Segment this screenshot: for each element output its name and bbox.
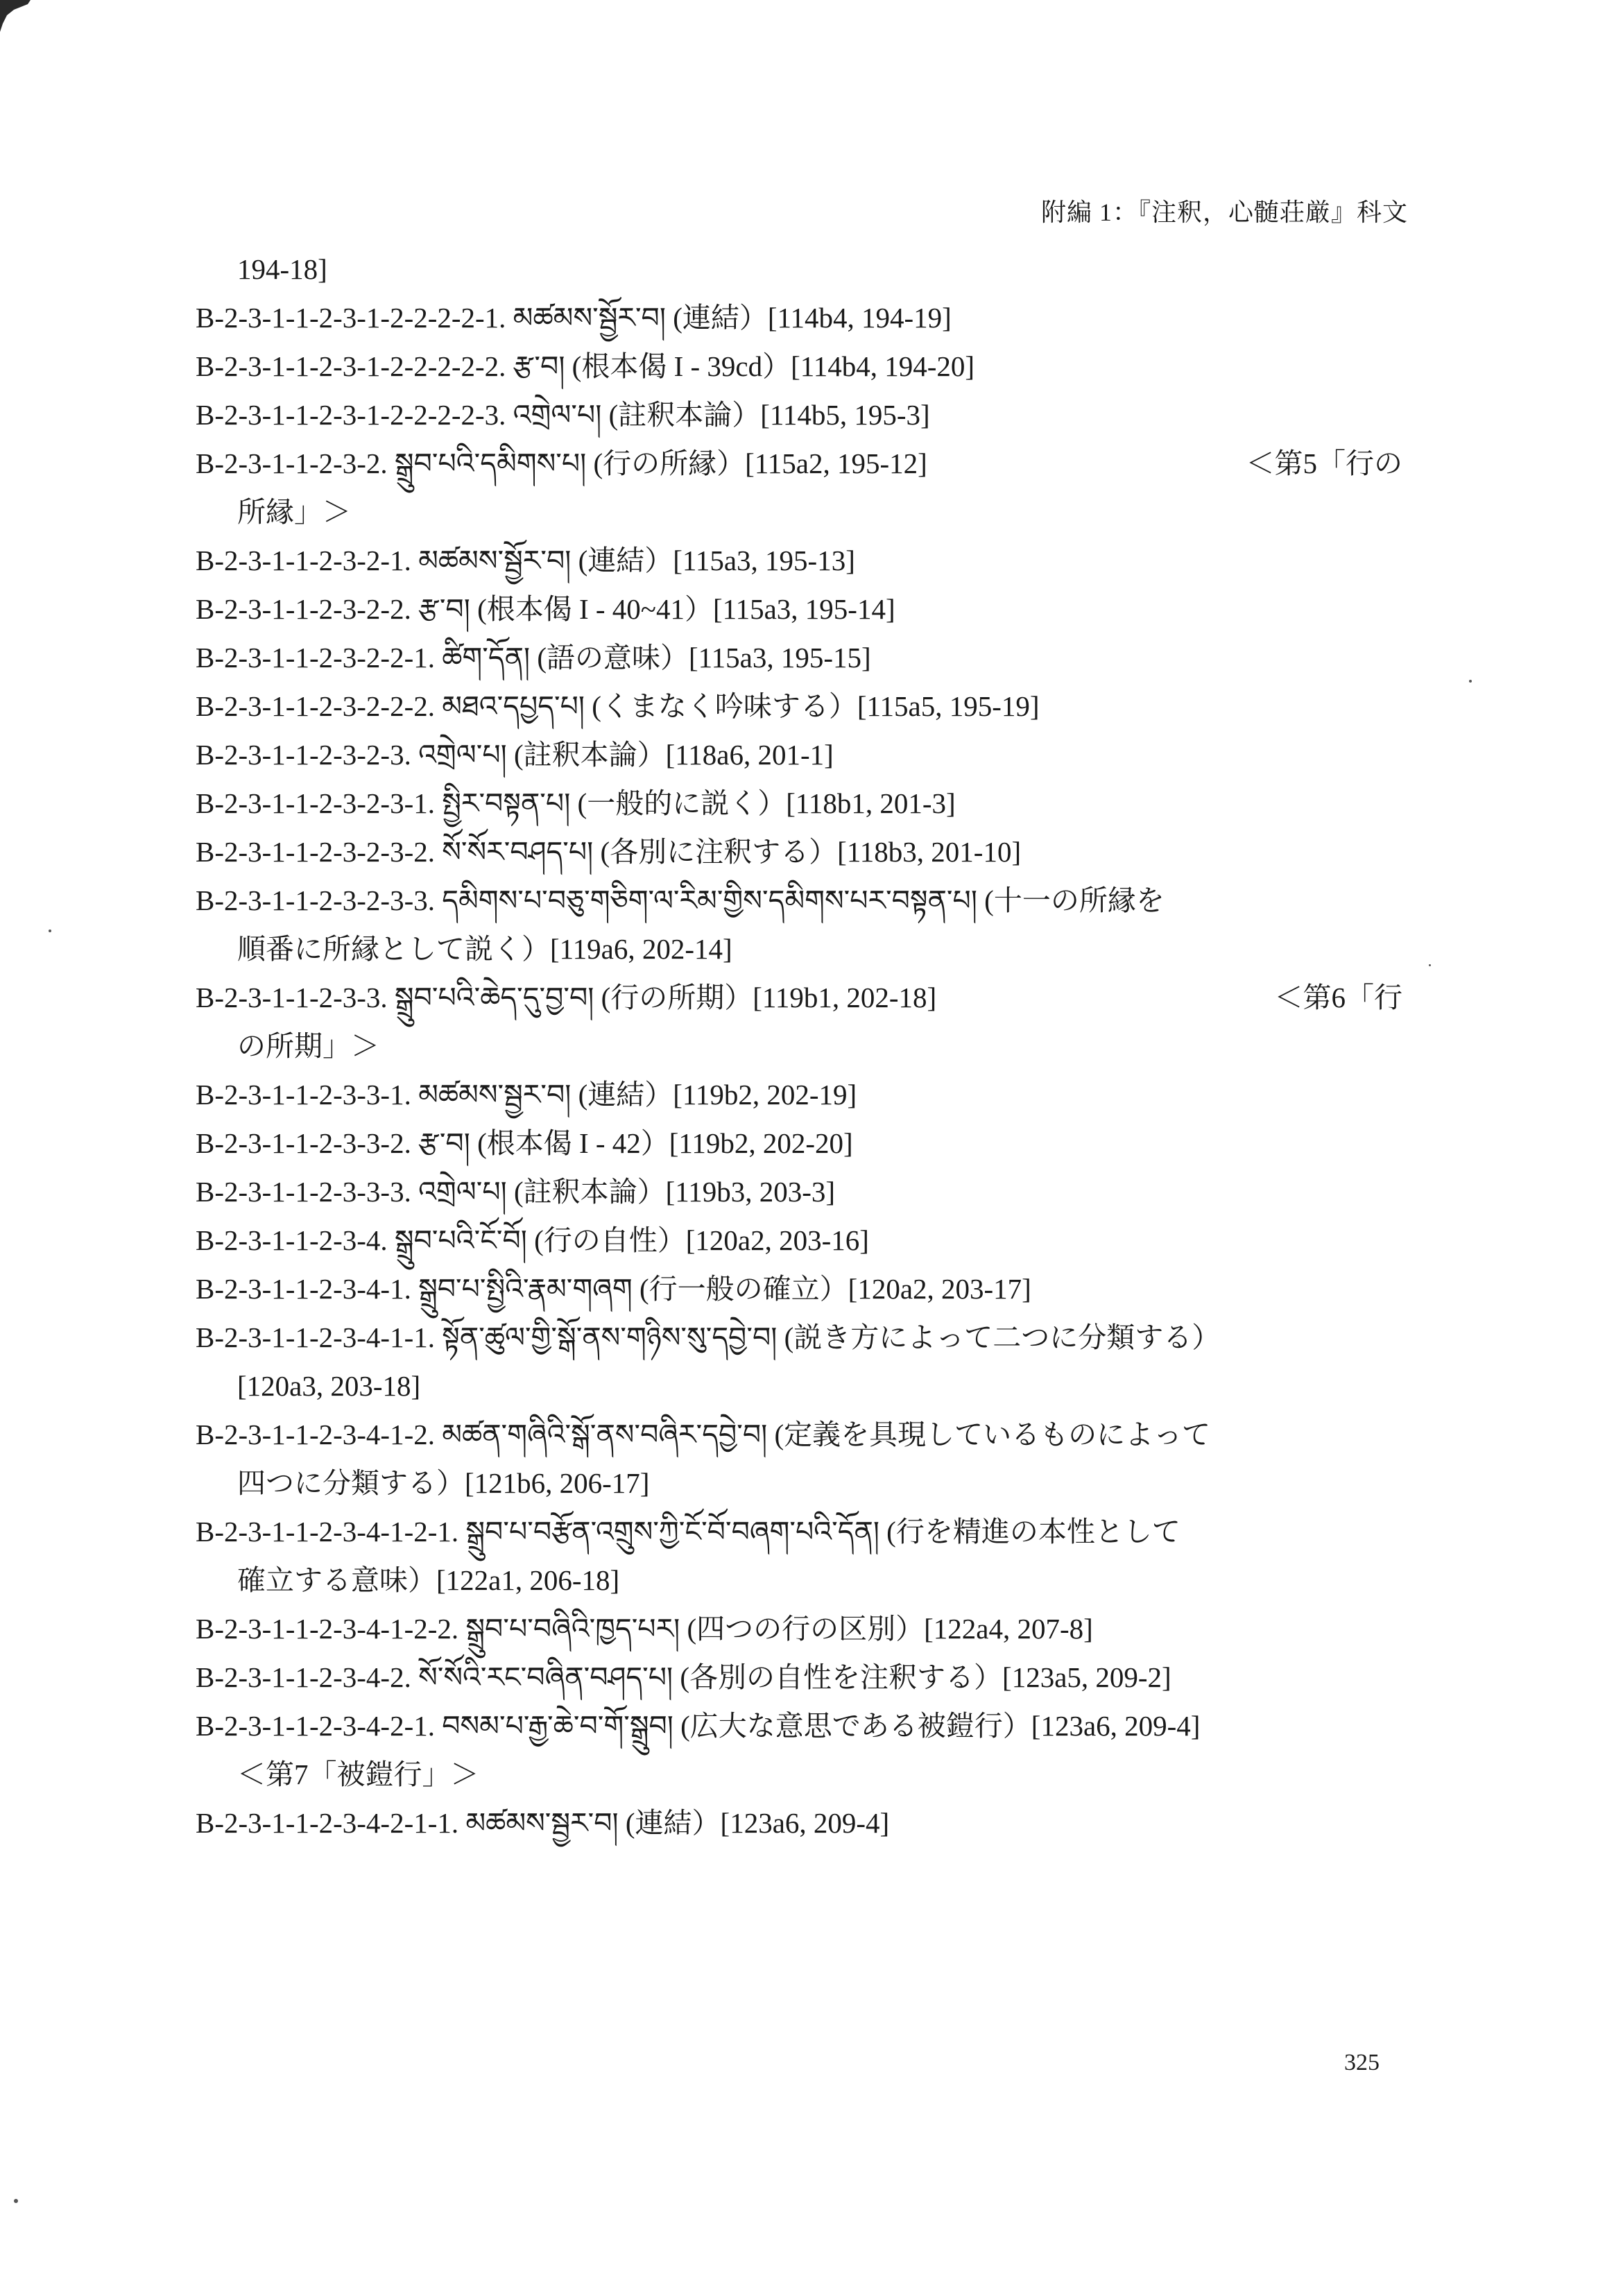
entry-text: B-2-3-1-1-2-3-2-3-1. སྤྱིར་བསྟན་པ། (一般的に説く）[118b1, 201-3]	[196, 787, 956, 819]
entry-text: B-2-3-1-1-2-3-2-3-3. དམིགས་པ་བཅུ་གཅིག་ལ་རིམ་གྱིས་དམིགས་པར་བསྟན་པ། (十一の所縁を	[196, 884, 1165, 916]
outline-entry-continuation	[196, 1459, 1402, 1507]
outline-entry	[196, 876, 1402, 925]
entry-text: B-2-3-1-1-2-3-2-2-2. མཐའ་དཔྱད་པ། (くまなく吟味する）[115a5, 195-19]	[196, 690, 1040, 722]
entry-text: B-2-3-1-1-2-3-2-1. མཚམས་སྦྱོར་བ། (連結）[115a3, 195-13]	[196, 545, 855, 576]
outline-entry-continuation	[196, 245, 1402, 293]
outline-entry	[196, 1507, 1402, 1556]
outline-entry-continuation	[196, 1362, 1402, 1410]
outline-entry	[196, 779, 1402, 828]
outline-entry	[196, 828, 1402, 876]
outline-entry-continuation	[196, 488, 1402, 536]
outline-entry	[196, 1167, 1402, 1216]
outline-entry	[196, 973, 1402, 1022]
outline-entry	[196, 293, 1402, 342]
scan-speck	[1429, 964, 1431, 966]
outline-entry	[196, 1070, 1402, 1119]
outline-entry-continuation	[196, 1022, 1402, 1070]
section-marker: ＜第6「行	[1274, 982, 1402, 1013]
outline-entry	[196, 1216, 1402, 1265]
entry-text: B-2-3-1-1-2-3-4-2. སོ་སོའི་རང་བཞིན་བཤད་པ། (各別の自性を注釈する）[123a5, 209-2]	[196, 1661, 1171, 1693]
entry-text: [120a3, 203-18]	[237, 1370, 421, 1402]
scan-speck	[1469, 680, 1472, 683]
outline-entry-continuation	[196, 1750, 1402, 1799]
scan-corner-mark	[0, 0, 31, 32]
scan-speck	[49, 929, 51, 932]
outline-entry	[196, 1265, 1402, 1313]
entry-text: B-2-3-1-1-2-3-4-1-2. མཚན་གཞིའི་སྒོ་ནས་བཞིར་དབྱེ་བ། (定義を具現しているものによって	[196, 1419, 1211, 1450]
entry-text: B-2-3-1-1-2-3-3-2. རྩ་བ། (根本偈 I - 42）[119b2, 202-20]	[196, 1127, 853, 1159]
entry-text: B-2-3-1-1-2-3-1-2-2-2-2-2. རྩ་བ། (根本偈 I - 39cd）[114b4, 194-20]	[196, 350, 975, 382]
outline-entry	[196, 1653, 1402, 1702]
entry-text: B-2-3-1-1-2-3-4-1-2-1. སྒྲུབ་པ་བརྩོན་འགྲུས་ཀྱི་ངོ་བོ་བཞག་པའི་དོན། (行を精進の本性として	[196, 1516, 1180, 1548]
entry-text: の所期」＞	[237, 1030, 379, 1062]
entry-text: 確立する意味）[122a1, 206-18]	[237, 1564, 620, 1596]
page-number: 325	[1344, 2050, 1380, 2075]
outline-entry	[196, 536, 1402, 585]
outline-entry	[196, 1799, 1402, 1847]
entry-text: B-2-3-1-1-2-3-2-2. རྩ་བ། (根本偈 I - 40~41）[115a3, 195-14]	[196, 593, 895, 625]
outline-entries	[196, 245, 1402, 1847]
outline-entry	[196, 342, 1402, 391]
entry-text: B-2-3-1-1-2-3-2. སྒྲུབ་པའི་དམིགས་པ། (行の所縁）[115a2, 195-12]	[196, 447, 927, 479]
entry-text: B-2-3-1-1-2-3-2-3-2. སོ་སོར་བཤད་པ། (各別に注釈する）[118b3, 201-10]	[196, 836, 1022, 868]
running-header: 附編 1：『注釈，心髄荘厳』科文	[1040, 198, 1408, 226]
outline-entry	[196, 1313, 1402, 1362]
entry-text: B-2-3-1-1-2-3-3-1. མཚམས་སྦྱར་བ། (連結）[119b2, 202-19]	[196, 1079, 857, 1111]
outline-entry	[196, 730, 1402, 779]
outline-entry	[196, 1604, 1402, 1653]
outline-entry	[196, 391, 1402, 439]
entry-text: 194-18]	[237, 253, 327, 285]
outline-entry	[196, 633, 1402, 682]
entry-text: B-2-3-1-1-2-3-4-2-1-1. མཚམས་སྦྱར་བ། (連結）[123a6, 209-4]	[196, 1807, 890, 1839]
entry-text: 所縁」＞	[237, 496, 351, 528]
outline-entry-continuation	[196, 1556, 1402, 1604]
entry-text: B-2-3-1-1-2-3-4-2-1. བསམ་པ་རྒྱ་ཆེ་བ་གོ་སྒྲུབ། (広大な意思である被鎧行）[123a6, 209-4]	[196, 1710, 1201, 1742]
outline-entry	[196, 682, 1402, 730]
entry-text: B-2-3-1-1-2-3-3-3. འགྲེལ་པ། (註釈本論）[119b3, 203-3]	[196, 1176, 836, 1208]
entry-text: 順番に所縁として説く）[119a6, 202-14]	[237, 933, 732, 965]
entry-text: 四つに分類する）[121b6, 206-17]	[237, 1467, 650, 1499]
entry-text: B-2-3-1-1-2-3-4-1-1. སྟོན་ཚུལ་གྱི་སྒོ་ནས་གཉིས་སུ་དབྱེ་བ། (説き方によって二つに分類する）	[196, 1321, 1221, 1353]
entry-text: B-2-3-1-1-2-3-1-2-2-2-2-1. མཚམས་སྦྱོར་བ། (連結）[114b4, 194-19]	[196, 302, 952, 334]
entry-text: B-2-3-1-1-2-3-1-2-2-2-2-3. འགྲེལ་པ། (註釈本論）[114b5, 195-3]	[196, 399, 930, 431]
outline-entry	[196, 1410, 1402, 1459]
outline-entry	[196, 439, 1402, 488]
outline-entry	[196, 1702, 1402, 1750]
entry-text: B-2-3-1-1-2-3-2-2-1. ཚིག་དོན། (語の意味）[115a3, 195-15]	[196, 642, 871, 674]
entry-text: B-2-3-1-1-2-3-4-1. སྒྲུབ་པ་སྤྱིའི་རྣམ་གཞག (行一般の確立）[120a2, 203-17]	[196, 1273, 1031, 1305]
entry-text: B-2-3-1-1-2-3-4. སྒྲུབ་པའི་ངོ་བོ། (行の自性）[120a2, 203-16]	[196, 1224, 869, 1256]
entry-text: B-2-3-1-1-2-3-4-1-2-2. སྒྲུབ་པ་བཞིའི་ཁྱད་པར། (四つの行の区別）[122a4, 207-8]	[196, 1613, 1093, 1645]
scan-speck	[14, 2199, 18, 2203]
entry-text: ＜第7「被鎧行」＞	[237, 1758, 479, 1790]
entry-text: B-2-3-1-1-2-3-3. སྒྲུབ་པའི་ཆེད་དུ་བྱ་བ། (行の所期）[119b1, 202-18]	[196, 982, 937, 1013]
outline-entry	[196, 585, 1402, 633]
entry-text: B-2-3-1-1-2-3-2-3. འགྲེལ་པ། (註釈本論）[118a6, 201-1]	[196, 739, 834, 771]
outline-entry-continuation	[196, 925, 1402, 973]
outline-entry	[196, 1119, 1402, 1167]
section-marker: ＜第5「行の	[1246, 447, 1402, 479]
